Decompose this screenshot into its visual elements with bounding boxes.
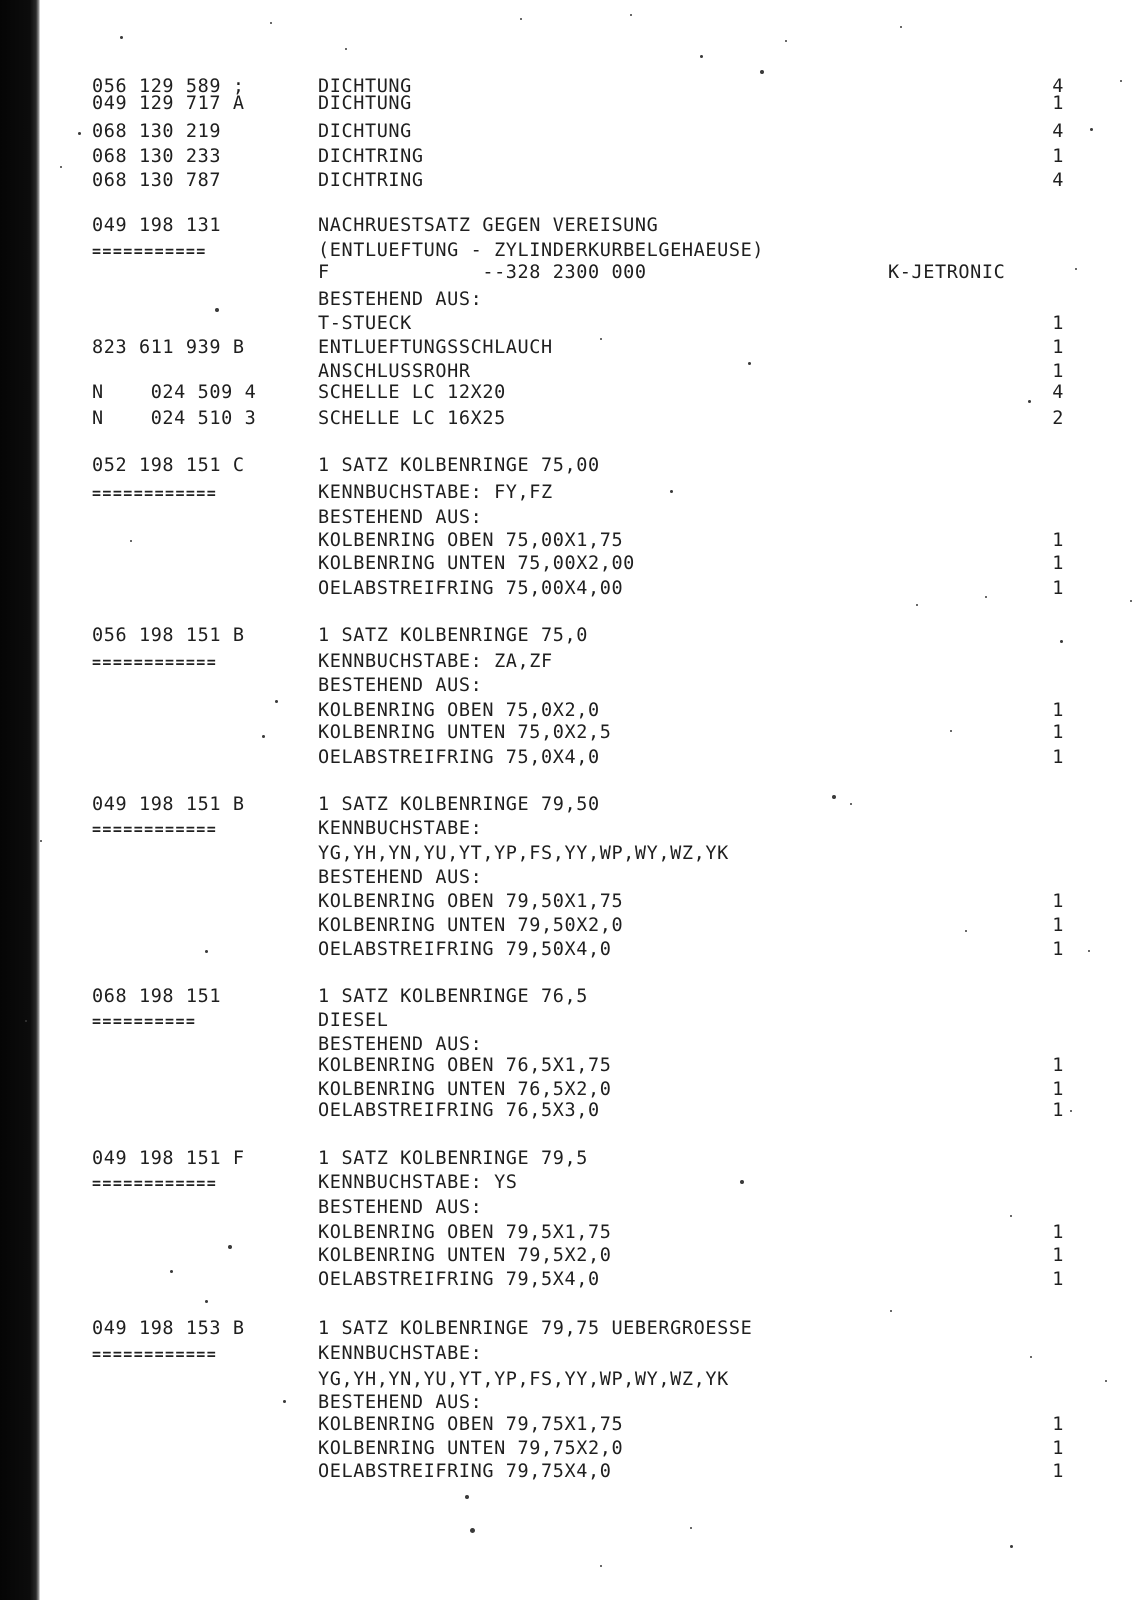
part-description: DICHTUNG [318, 93, 412, 114]
part-description: DICHTRING [318, 170, 424, 191]
quantity: 1 [1052, 1100, 1064, 1121]
quantity: 1 [1052, 1461, 1064, 1482]
scan-speck [205, 1300, 208, 1303]
part-description: OELABSTREIFRING 79,75X4,0 [318, 1461, 612, 1482]
scan-speck [78, 132, 81, 135]
scan-speck [1010, 1215, 1012, 1217]
scan-speck [1090, 128, 1093, 131]
scan-speck [950, 730, 952, 732]
scan-speck [850, 803, 852, 805]
quantity: 4 [1052, 121, 1064, 142]
part-number: 068 198 151 [92, 986, 222, 1007]
scan-speck [1028, 400, 1031, 403]
scan-speck [965, 930, 967, 932]
part-description: KOLBENRING OBEN 76,5X1,75 [318, 1055, 612, 1076]
quantity: 1 [1052, 146, 1064, 167]
scan-speck [785, 40, 787, 42]
part-number: 068 130 219 [92, 121, 222, 142]
part-description: KENNBUCHSTABE: [318, 1343, 483, 1364]
part-description: KOLBENRING OBEN 79,5X1,75 [318, 1222, 612, 1243]
part-description: BESTEHEND AUS: [318, 289, 483, 310]
scan-speck [832, 795, 836, 799]
part-description: BESTEHEND AUS: [318, 507, 483, 528]
scan-speck [985, 596, 987, 598]
part-description: DIESEL [318, 1010, 389, 1031]
part-description: 1 SATZ KOLBENRINGE 79,5 [318, 1148, 588, 1169]
scan-speck [690, 1527, 692, 1529]
scan-speck [740, 1180, 744, 1184]
separator-line: ============ [92, 820, 218, 838]
part-description: OELABSTREIFRING 79,5X4,0 [318, 1269, 600, 1290]
part-description: OELABSTREIFRING 75,00X4,00 [318, 578, 624, 599]
part-description: BESTEHEND AUS: [318, 675, 483, 696]
part-description: T-STUECK [318, 313, 412, 334]
part-number: 056 198 151 B [92, 625, 245, 646]
quantity: 1 [1052, 1438, 1064, 1459]
scan-speck [748, 362, 751, 365]
quantity: 1 [1052, 747, 1064, 768]
separator-line: ============ [92, 653, 218, 671]
scan-speck [700, 55, 703, 58]
scan-speck [120, 36, 123, 39]
part-description: DICHTUNG [318, 76, 412, 97]
part-description: BESTEHEND AUS: [318, 1034, 483, 1055]
scan-speck [600, 338, 602, 340]
part-description: KENNBUCHSTABE: ZA,ZF [318, 651, 553, 672]
part-description: YG,YH,YN,YU,YT,YP,FS,YY,WP,WY,WZ,YK [318, 843, 729, 864]
separator-line: ========== [92, 1012, 197, 1030]
part-description: KOLBENRING OBEN 79,75X1,75 [318, 1414, 624, 1435]
part-number: N 024 510 3 [92, 408, 257, 429]
part-description: OELABSTREIFRING 79,50X4,0 [318, 939, 612, 960]
part-description: 1 SATZ KOLBENRINGE 75,00 [318, 455, 600, 476]
scan-speck [228, 1245, 232, 1249]
scan-speck [1088, 950, 1090, 952]
scan-speck [1060, 640, 1063, 643]
scan-speck [1070, 1110, 1072, 1112]
scan-speck [900, 26, 902, 28]
quantity: 1 [1052, 1269, 1064, 1290]
scan-speck [520, 18, 522, 20]
separator-line: ============ [92, 484, 218, 502]
part-description: 1 SATZ KOLBENRINGE 79,75 UEBERGROESSE [318, 1318, 753, 1339]
quantity: 1 [1052, 337, 1064, 358]
quantity: 1 [1052, 361, 1064, 382]
quantity: 1 [1052, 1414, 1064, 1435]
part-description: KENNBUCHSTABE: [318, 818, 483, 839]
scan-speck [670, 490, 673, 493]
separator-line: ============ [92, 1174, 218, 1192]
quantity: 1 [1052, 578, 1064, 599]
part-description: 1 SATZ KOLBENRINGE 79,50 [318, 794, 600, 815]
scan-speck [262, 735, 265, 738]
scan-speck [275, 700, 278, 703]
part-description: KOLBENRING UNTEN 79,50X2,0 [318, 915, 624, 936]
part-description: BESTEHEND AUS: [318, 1197, 483, 1218]
part-number: 049 198 131 [92, 215, 222, 236]
quantity: 1 [1052, 1055, 1064, 1076]
part-description: ANSCHLUSSROHR [318, 361, 471, 382]
part-description: F --328 2300 000 [318, 262, 647, 283]
part-number: 049 198 153 B [92, 1318, 245, 1339]
part-number: 068 130 233 [92, 146, 222, 167]
quantity: 1 [1052, 1079, 1064, 1100]
quantity: 4 [1052, 382, 1064, 403]
part-description: KOLBENRING OBEN 79,50X1,75 [318, 891, 624, 912]
scan-speck [465, 1495, 469, 1499]
quantity: 2 [1052, 408, 1064, 429]
part-number: 068 130 787 [92, 170, 222, 191]
quantity: 1 [1052, 553, 1064, 574]
part-number: 823 611 939 B [92, 337, 245, 358]
quantity: 1 [1052, 915, 1064, 936]
part-description: KOLBENRING UNTEN 79,75X2,0 [318, 1438, 624, 1459]
scan-binding-edge [0, 0, 40, 1600]
quantity: 1 [1052, 891, 1064, 912]
part-description: (ENTLUEFTUNG - ZYLINDERKURBELGEHAEUSE) [318, 240, 765, 261]
scan-speck [1075, 268, 1077, 270]
part-description: OELABSTREIFRING 76,5X3,0 [318, 1100, 600, 1121]
quantity: 1 [1052, 722, 1064, 743]
quantity: 4 [1052, 76, 1064, 97]
quantity: 1 [1052, 530, 1064, 551]
part-description: KOLBENRING UNTEN 75,00X2,00 [318, 553, 635, 574]
part-number: N 024 509 4 [92, 382, 257, 403]
part-description: KOLBENRING UNTEN 75,0X2,5 [318, 722, 612, 743]
part-description: SCHELLE LC 16X25 [318, 408, 506, 429]
part-number: 049 129 717 A [92, 93, 245, 114]
scan-speck [270, 22, 272, 24]
part-number: 049 198 151 F [92, 1148, 245, 1169]
scan-speck [760, 70, 764, 74]
scan-speck [1030, 1356, 1032, 1358]
scan-speck [283, 1400, 286, 1403]
part-description: OELABSTREIFRING 75,0X4,0 [318, 747, 600, 768]
quantity: 4 [1052, 170, 1064, 191]
part-description: NACHRUESTSATZ GEGEN VEREISUNG [318, 215, 659, 236]
part-description: KENNBUCHSTABE: YS [318, 1172, 518, 1193]
part-description: KOLBENRING UNTEN 76,5X2,0 [318, 1079, 612, 1100]
part-note: K-JETRONIC [888, 262, 1006, 283]
scan-speck [1120, 80, 1122, 82]
quantity: 1 [1052, 1222, 1064, 1243]
part-number: 052 198 151 C [92, 455, 245, 476]
scan-speck [1130, 600, 1132, 602]
part-description: KOLBENRING OBEN 75,00X1,75 [318, 530, 624, 551]
scan-speck [60, 166, 62, 168]
scan-speck [1010, 1545, 1013, 1548]
scan-speck [130, 540, 132, 542]
scan-speck [40, 840, 42, 842]
part-description: ENTLUEFTUNGSSCHLAUCH [318, 337, 553, 358]
scan-speck [470, 1528, 475, 1533]
part-number: 056 129 589 ; [92, 76, 245, 97]
quantity: 1 [1052, 1245, 1064, 1266]
part-description: YG,YH,YN,YU,YT,YP,FS,YY,WP,WY,WZ,YK [318, 1369, 729, 1390]
part-description: 1 SATZ KOLBENRINGE 76,5 [318, 986, 588, 1007]
scan-speck [1105, 1380, 1107, 1382]
part-description: DICHTRING [318, 146, 424, 167]
scan-speck [205, 950, 208, 953]
part-number: 049 198 151 B [92, 794, 245, 815]
part-description: 1 SATZ KOLBENRINGE 75,0 [318, 625, 588, 646]
scan-speck [600, 1565, 602, 1567]
part-description: KENNBUCHSTABE: FY,FZ [318, 482, 553, 503]
part-description: DICHTUNG [318, 121, 412, 142]
scan-speck [215, 308, 219, 312]
separator-line: =========== [92, 242, 207, 260]
quantity: 1 [1052, 313, 1064, 334]
scan-speck [25, 1020, 27, 1022]
scan-speck [916, 604, 918, 606]
scan-speck [630, 14, 632, 16]
scan-speck [345, 48, 347, 50]
part-description: SCHELLE LC 12X20 [318, 382, 506, 403]
scan-speck [170, 1270, 173, 1273]
part-description: BESTEHEND AUS: [318, 1392, 483, 1413]
separator-line: ============ [92, 1345, 218, 1363]
quantity: 1 [1052, 700, 1064, 721]
quantity: 1 [1052, 939, 1064, 960]
part-description: KOLBENRING OBEN 75,0X2,0 [318, 700, 600, 721]
scan-speck [890, 1310, 892, 1312]
part-description: BESTEHEND AUS: [318, 867, 483, 888]
part-description: KOLBENRING UNTEN 79,5X2,0 [318, 1245, 612, 1266]
quantity: 1 [1052, 93, 1064, 114]
